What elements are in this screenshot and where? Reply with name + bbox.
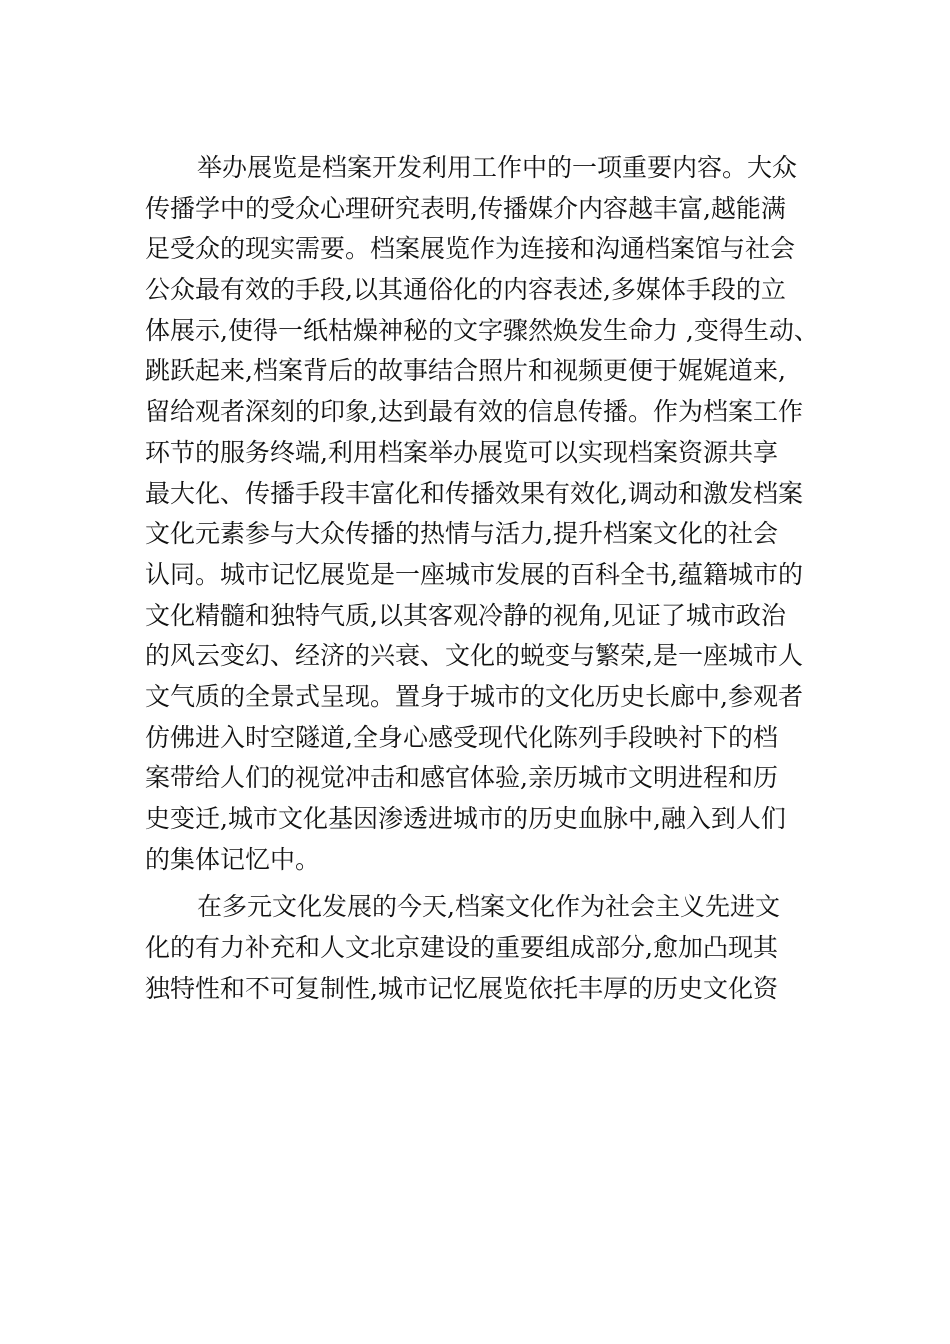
text-line: 独特性和不可复制性,城市记忆展览依托丰厚的历史文化资 [145,973,778,1003]
text-line: 化的有力补充和人文北京建设的重要组成部分,愈加凸现其 [145,933,778,963]
text-line: 文化元素参与大众传播的热情与活力,提升档案文化的社会 [145,519,778,549]
text-line: 足受众的现实需要。档案展览作为连接和沟通档案馆与社会 [145,234,796,264]
text-line: 传播学中的受众心理研究表明,传播媒介内容越丰富,越能满 [145,193,786,223]
text-line: 仿佛进入时空隧道,全身心感受现代化陈列手段映衬下的档 [145,722,778,752]
paragraph-1 [145,148,845,880]
text-line: 认同。城市记忆展览是一座城市发展的百科全书,蕴籍城市的 [145,559,803,589]
paragraph-spacer [145,880,845,887]
text-line: 的风云变幻、经济的兴衰、文化的蜕变与繁荣,是一座城市人 [145,641,803,671]
text-line: 文化精髓和独特气质,以其客观冷静的视角,见证了城市政治 [145,600,786,630]
text-line: 公众最有效的手段,以其通俗化的内容表述,多媒体手段的立 [145,275,786,305]
paragraph-2 [145,887,845,1009]
text-line: 举办展览是档案开发利用工作中的一项重要内容。大众 [197,153,798,182]
text-line: 在多元文化发展的今天,档案文化作为社会主义先进文 [197,892,780,922]
text-line: 留给观者深刻的印象,达到最有效的信息传播。作为档案工作 [145,397,803,427]
text-line: 最大化、传播手段丰富化和传播效果有效化,调动和激发档案 [145,478,803,508]
text-line: 案带给人们的视觉冲击和感官体验,亲历城市文明进程和历 [145,763,778,793]
body-text [145,148,845,1009]
text-line: 环节的服务终端,利用档案举办展览可以实现档案资源共享 [145,437,778,467]
text-line: 体展示,使得一纸枯燥神秘的文字骤然焕发生命力 ,变得生动、 [145,315,819,345]
text-line: 文气质的全景式呈现。置身于城市的文化历史长廊中,参观者 [145,681,803,711]
text-line: 的集体记忆中。 [145,844,321,874]
text-line: 史变迁,城市文化基因渗透进城市的历史血脉中,融入到人们 [145,804,786,833]
text-line: 跳跃起来,档案背后的故事结合照片和视频更便于娓娓道来, [145,356,786,386]
